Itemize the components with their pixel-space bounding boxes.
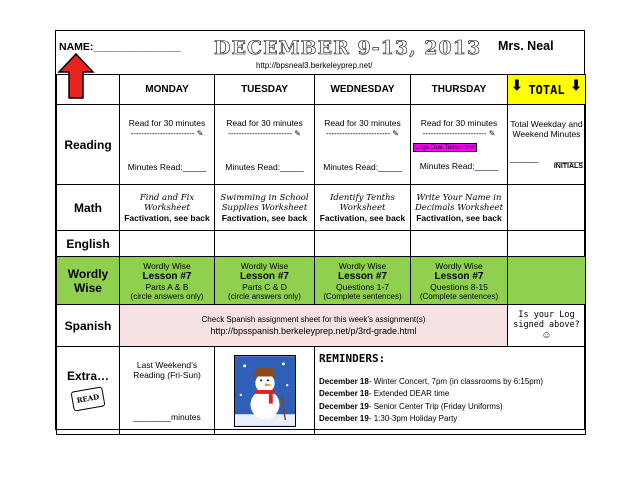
snowman-image-cell (215, 347, 315, 435)
col-total: ⬇ TOTAL ⬇ (508, 75, 586, 105)
homework-sheet (55, 30, 585, 430)
col-wednesday: WEDNESDAY (315, 75, 411, 105)
row-label-wordly: Wordly Wise (57, 257, 120, 305)
spanish-url[interactable]: http://bpsspanish.berkeleyprep.net/p/3rd-grade.html (210, 326, 417, 336)
reminder-item: December 19- Senior Center Trip (Friday Uniforms) (319, 401, 503, 411)
reminder-item: December 19- 1:30-3pm Holiday Party (319, 414, 458, 423)
down-arrow-right-icon: ⬇ (570, 77, 582, 93)
pencil-icon: ✎ (294, 128, 301, 138)
wordly-thursday: Wordly Wise Lesson #7 Questions 8-15 (Complete sentences) (411, 257, 508, 305)
page-title: DECEMBER 9-13, 2013 (214, 37, 482, 59)
row-label-math: Math (57, 185, 120, 231)
header-row (57, 75, 586, 105)
row-label-reading: Reading (57, 105, 120, 185)
math-monday: Find and Fix Worksheet Factivation, see back (120, 185, 215, 231)
reading-total: Total Weekday and Weekend Minutes ______ ______ INITIALS (508, 105, 586, 185)
read-book-icon: READ (71, 386, 106, 411)
wordly-tuesday: Wordly Wise Lesson #7 Parts C & D (circle answers only) (215, 257, 315, 305)
reading-monday: Read for 30 minutes ------------------------ ✎ Minutes Read:_____ (120, 105, 215, 185)
wordly-monday: Wordly Wise Lesson #7 Parts A & B (circle answers only) (120, 257, 215, 305)
reminders-title: REMINDERS: (319, 352, 386, 365)
col-monday: MONDAY (120, 75, 215, 105)
down-arrow-left-icon: ⬇ (511, 77, 523, 93)
reminder-item: December 18- Winter Concert, 7pm (in classrooms by 6:15pm) (319, 376, 544, 386)
math-row (57, 185, 586, 231)
weekend-reading: Last Weekend’s Reading (Fri-Sun) ________minutes (120, 347, 215, 435)
english-row (57, 231, 586, 257)
weekly-table (56, 74, 586, 435)
col-tuesday: TUESDAY (215, 75, 315, 105)
extra-row (57, 347, 586, 435)
class-url[interactable]: http://bpsneal3.berkeleyprep.net/ (256, 61, 373, 70)
reminders-box (315, 347, 586, 435)
math-thursday: Write Your Name in Decimals Worksheet Factivation, see back (411, 185, 508, 231)
snowman-image (234, 355, 296, 427)
row-label-english: English (57, 231, 120, 257)
spanish-row (57, 305, 586, 347)
pencil-icon: ✎ (488, 129, 496, 138)
reading-wednesday: Read for 30 minutes ------------------------ ✎ Minutes Read:_____ (315, 105, 411, 185)
spanish-assignment: Check Spanish assignment sheet for this week’s assignment(s) http://bpsspanish.berkeleyprep.net/p/3rd-grade.html (120, 305, 508, 347)
teacher-name: Mrs. Neal (498, 39, 554, 53)
row-label-spanish: Spanish (57, 305, 120, 347)
logs-due-badge: Logs Due Tomorrow! (415, 144, 475, 151)
pencil-icon: ✎ (392, 128, 399, 138)
reading-tuesday: Read for 30 minutes ------------------------ ✎ Minutes Read:_____ (215, 105, 315, 185)
smiley-icon: ☺ (541, 330, 552, 341)
math-tuesday: Swimming in School Supplies Worksheet Factivation, see back (215, 185, 315, 231)
pencil-icon: ✎ (196, 128, 204, 138)
name-field: NAME:_______________ (59, 41, 182, 53)
reading-thursday: Read for 30 minutes ------------------------ ✎ Logs Due Tomorrow! Minutes Read:_____ (411, 105, 508, 185)
math-wednesday: Identify Tenths Worksheet Factivation, see back (315, 185, 411, 231)
col-thursday: THURSDAY (411, 75, 508, 105)
log-signed-check: Is your Log signed above? ☺ (508, 305, 586, 347)
row-label-extra: Extra… READ (57, 347, 120, 435)
wordly-wednesday: Wordly Wise Lesson #7 Questions 1-7 (Complete sentences) (315, 257, 411, 305)
reading-row (57, 105, 586, 185)
up-arrow-icon (57, 52, 95, 100)
wordly-row (57, 257, 586, 305)
reminder-item: December 18- Extended DEAR time (319, 389, 450, 398)
